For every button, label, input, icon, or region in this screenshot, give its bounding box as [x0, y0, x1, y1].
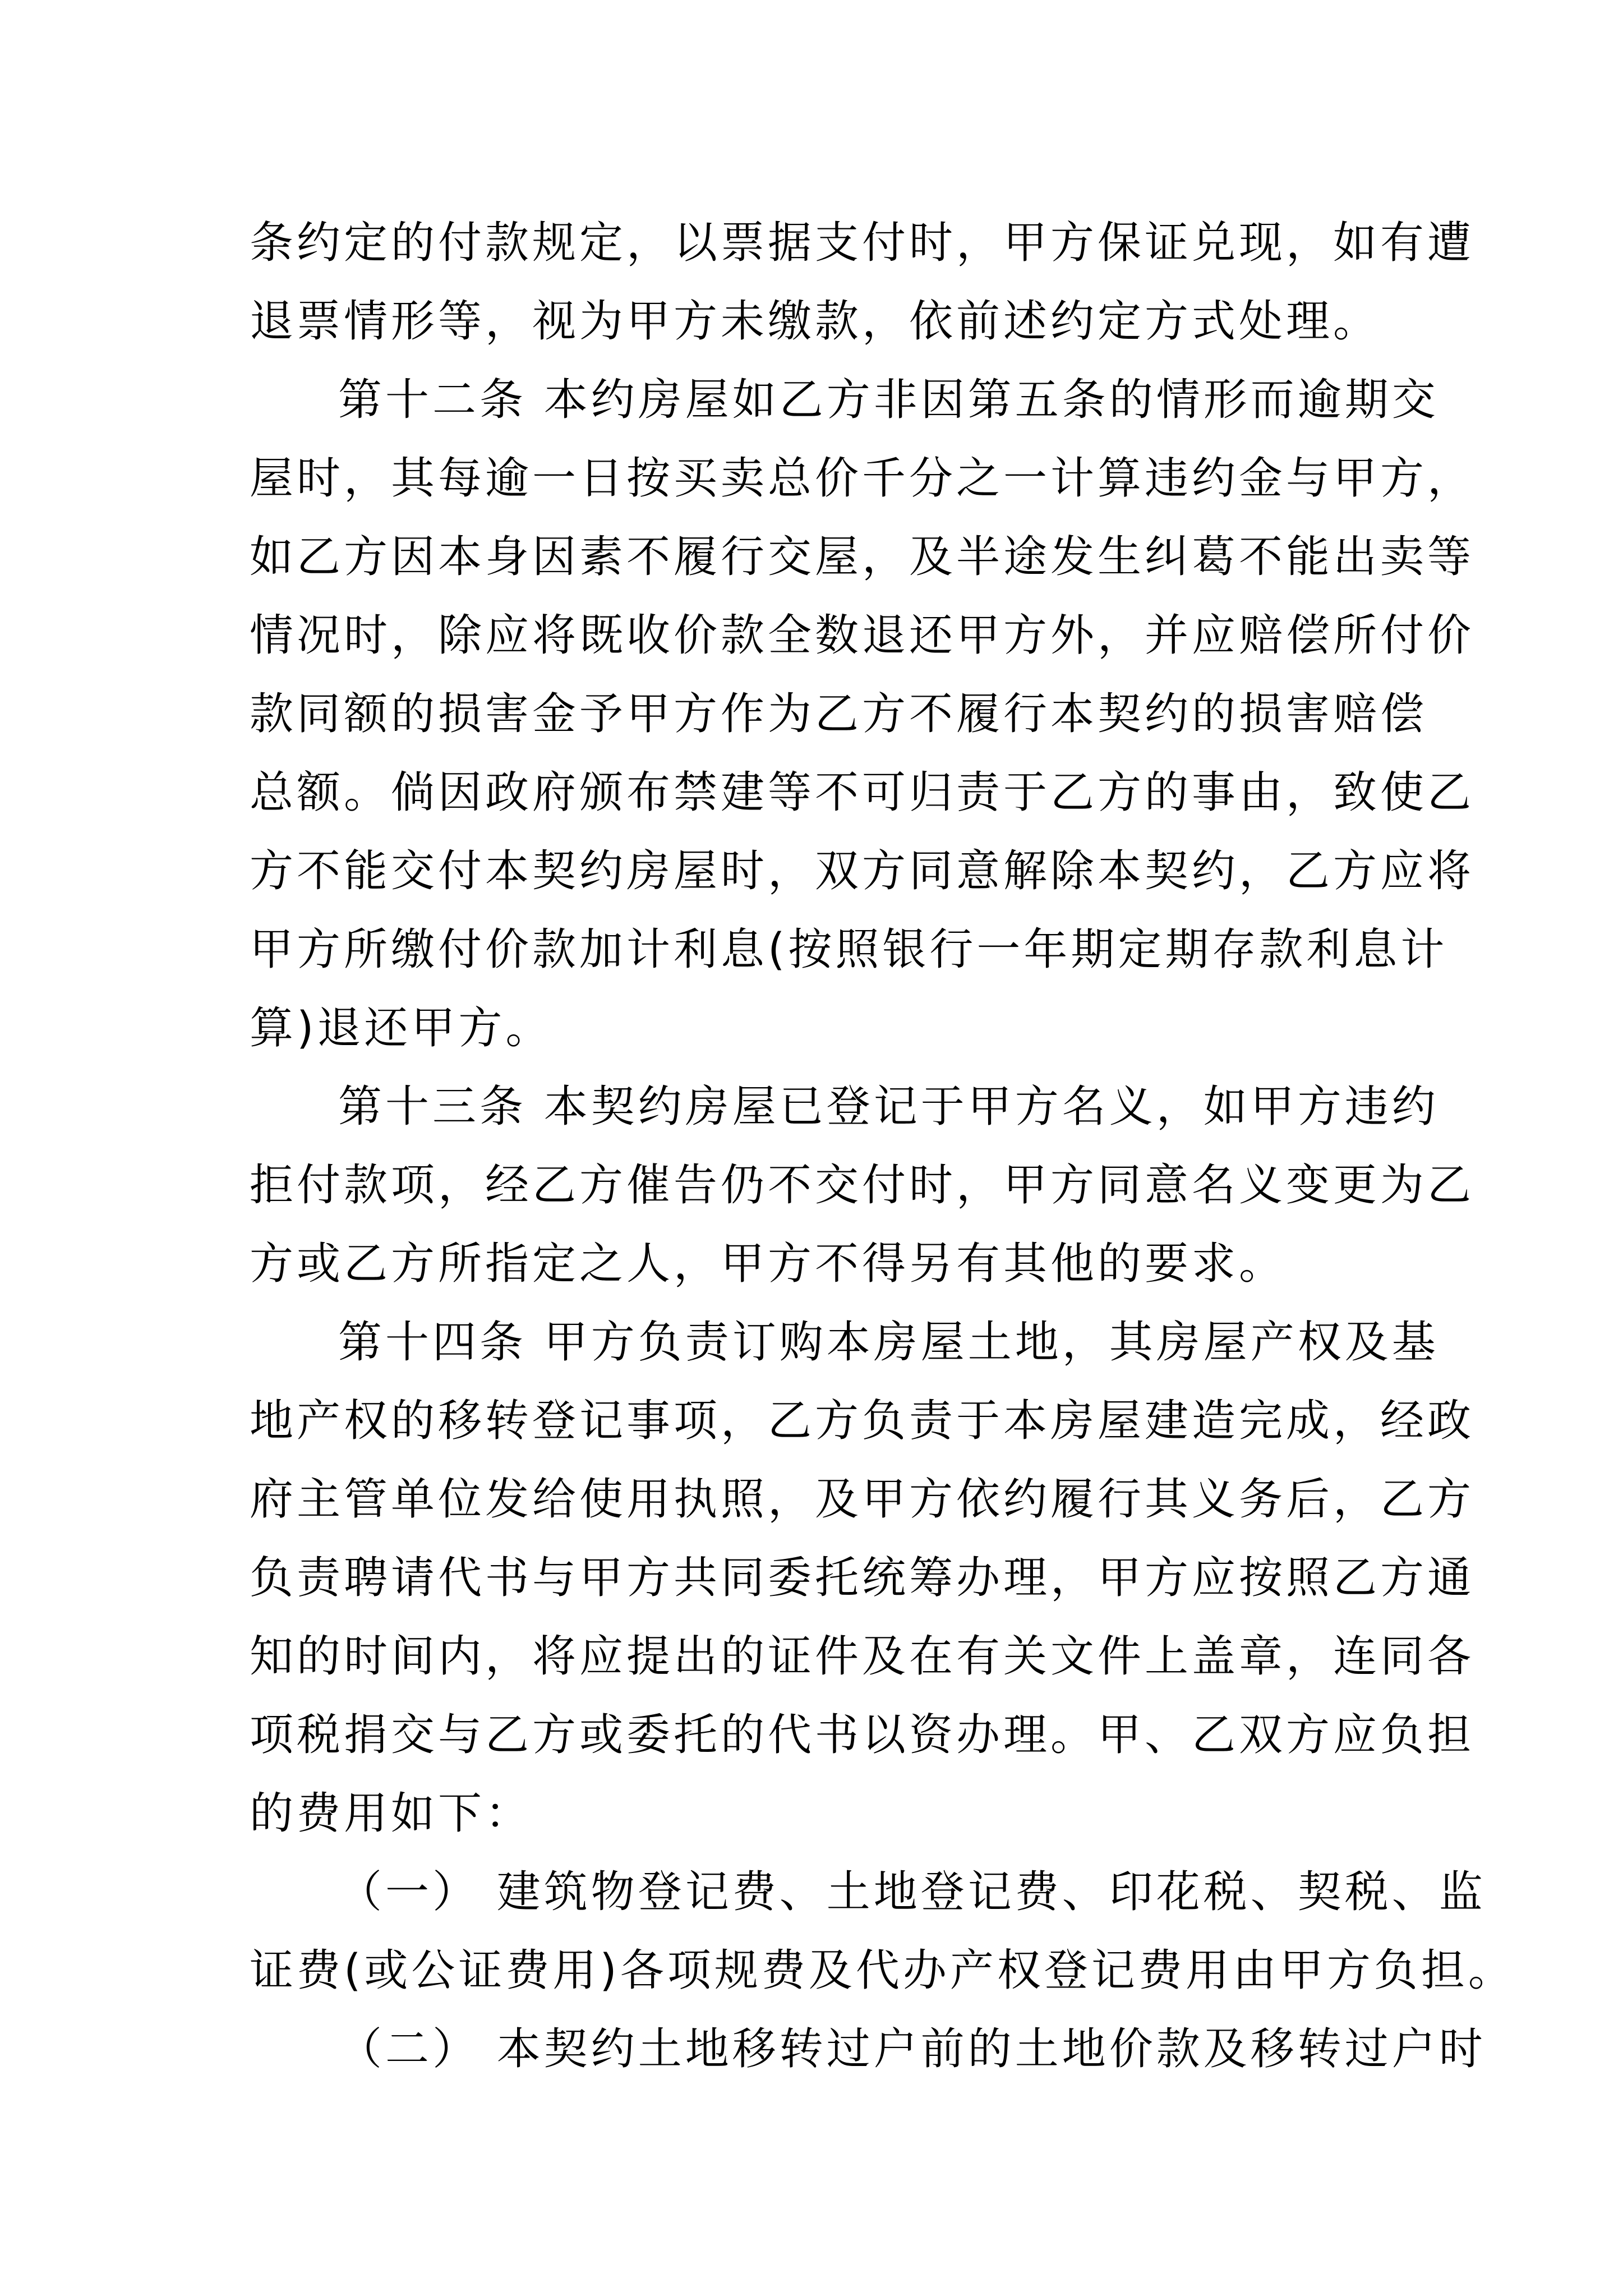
text-line: 情况时，除应将既收价款全数退还甲方外，并应赔偿所付价 [250, 610, 1475, 661]
article-12-heading-line: 第十二条 本约房屋如乙方非因第五条的情形而逾期交 [338, 375, 1439, 425]
text-line: 款同额的损害金予甲方作为乙方不履行本契约的损害赔偿 [250, 689, 1428, 739]
article-14-heading-line: 第十四条 甲方负责订购本房屋土地，其房屋产权及基 [338, 1317, 1439, 1368]
text-line: 府主管单位发给使用执照，及甲方依约履行其义务后，乙方 [250, 1474, 1475, 1525]
text-line: 拒付款项，经乙方催告仍不交付时，甲方同意名义变更为乙 [250, 1160, 1475, 1211]
text-line: 屋时，其每逾一日按买卖总价千分之一计算违约金与甲方， [250, 453, 1475, 504]
text-line: 方不能交付本契约房屋时，双方同意解除本契约，乙方应将 [250, 846, 1475, 896]
text-line: 方或乙方所指定之人，甲方不得另有其他的要求。 [250, 1239, 1287, 1289]
text-line: 地产权的移转登记事项，乙方负责于本房屋建造完成，经政 [250, 1396, 1475, 1446]
text-line: 知的时间内，将应提出的证件及在有关文件上盖章，连同各 [250, 1631, 1475, 1682]
article-13-heading-line: 第十三条 本契约房屋已登记于甲方名义，如甲方违约 [338, 1082, 1439, 1132]
text-line: 条约定的付款规定，以票据支付时，甲方保证兑现，如有遭 [250, 218, 1475, 268]
clause-2-line: （二） 本契约土地移转过户前的土地价款及移转过户时 [338, 2024, 1486, 2074]
text-line: 证费(或公证费用)各项规费及代办产权登记费用由甲方负担。 [250, 1945, 1515, 1996]
text-line: 总额。倘因政府颁布禁建等不可归责于乙方的事由，致使乙 [250, 767, 1475, 818]
text-line: 退票情形等，视为甲方未缴款，依前述约定方式处理。 [250, 296, 1381, 347]
text-line: 如乙方因本身因素不履行交屋，及半途发生纠葛不能出卖等 [250, 532, 1475, 582]
text-line: 算)退还甲方。 [250, 1003, 553, 1053]
text-line: 项税捐交与乙方或委托的代书以资办理。甲、乙双方应负担 [250, 1710, 1475, 1760]
text-line: 负责聘请代书与甲方共同委托统筹办理，甲方应按照乙方通 [250, 1553, 1475, 1603]
text-line: 甲方所缴付价款加计利息(按照银行一年期定期存款利息计 [250, 924, 1448, 975]
text-line: 的费用如下： [250, 1788, 533, 1839]
clause-1-line: （一） 建筑物登记费、土地登记费、印花税、契税、监 [338, 1867, 1486, 1917]
